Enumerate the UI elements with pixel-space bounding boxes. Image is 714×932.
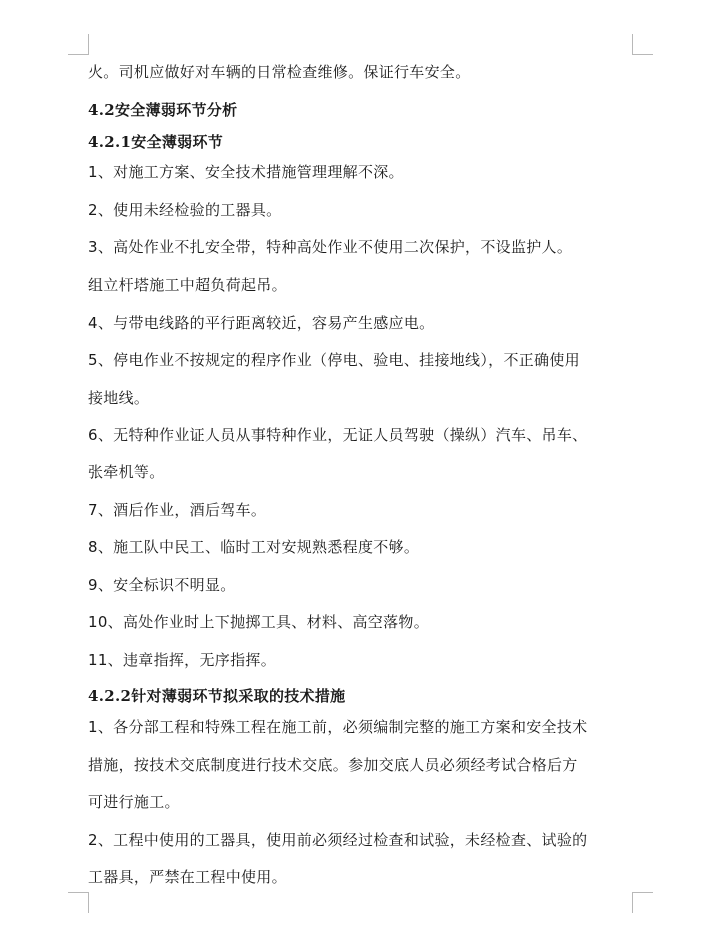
- text-line: 火。司机应做好对车辆的日常检查维修。保证行车安全。: [88, 63, 471, 81]
- margin-mark-bottom-right: [632, 892, 653, 913]
- section-heading: 4.2安全薄弱环节分析: [88, 101, 238, 119]
- text-line: 7、酒后作业，酒后驾车。: [88, 501, 267, 519]
- margin-mark-top-right: [632, 34, 653, 55]
- text-line: 组立杆塔施工中超负荷起吊。: [88, 276, 287, 294]
- text-line: 10、高处作业时上下抛掷工具、材料、高空落物。: [88, 613, 429, 631]
- text-line: 9、安全标识不明显。: [88, 576, 236, 594]
- text-line: 2、工程中使用的工器具，使用前必须经过检查和试验，未经检查、试验的: [88, 831, 588, 849]
- text-line: 1、各分部工程和特殊工程在施工前，必须编制完整的施工方案和安全技术: [88, 718, 588, 736]
- subsection-heading: 4.2.2针对薄弱环节拟采取的技术措施: [88, 687, 346, 705]
- margin-mark-bottom-left: [68, 892, 89, 913]
- text-line: 6、无特种作业证人员从事特种作业，无证人员驾驶（操纵）汽车、吊车、: [88, 426, 588, 444]
- text-line: 3、高处作业不扎安全带，特种高处作业不使用二次保护，不设监护人。: [88, 238, 573, 256]
- text-line: 5、停电作业不按规定的程序作业（停电、验电、挂接地线），不正确使用: [88, 351, 580, 369]
- text-line: 措施，按技术交底制度进行技术交底。参加交底人员必须经考试合格后方: [88, 756, 578, 774]
- text-line: 可进行施工。: [88, 793, 180, 811]
- text-line: 工器具，严禁在工程中使用。: [88, 868, 287, 886]
- margin-mark-top-left: [68, 34, 89, 55]
- text-line: 4、与带电线路的平行距离较近，容易产生感应电。: [88, 314, 435, 332]
- text-line: 8、施工队中民工、临时工对安规熟悉程度不够。: [88, 538, 420, 556]
- text-line: 11、违章指挥，无序指挥。: [88, 651, 276, 669]
- subsection-heading: 4.2.1安全薄弱环节: [88, 133, 224, 151]
- text-line: 2、使用未经检验的工器具。: [88, 201, 282, 219]
- text-line: 1、对施工方案、安全技术措施管理理解不深。: [88, 163, 404, 181]
- text-line: 接地线。: [88, 389, 150, 407]
- text-line: 张牵机等。: [88, 463, 165, 481]
